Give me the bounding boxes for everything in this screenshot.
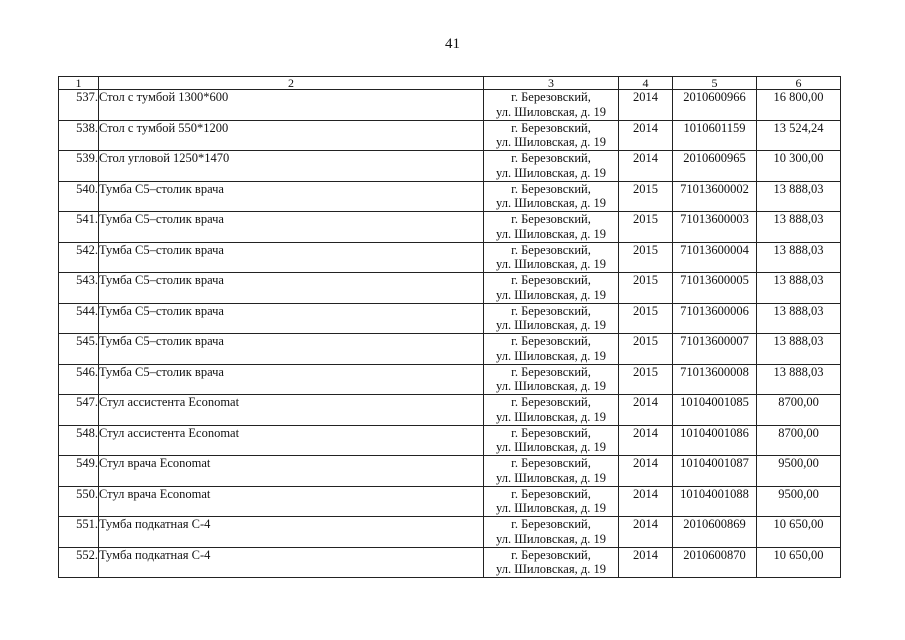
item-year: 2015 xyxy=(619,303,673,334)
address-city: г. Березовский, xyxy=(511,486,591,501)
item-cost: 16 800,00 xyxy=(757,90,841,121)
item-address xyxy=(484,456,619,487)
inventory-table xyxy=(58,76,841,578)
row-number: 549. xyxy=(59,456,99,487)
item-year: 2015 xyxy=(619,181,673,212)
address-city: г. Березовский, xyxy=(511,425,591,440)
table-header-row xyxy=(59,77,841,90)
item-cost: 13 888,03 xyxy=(757,181,841,212)
row-number: 552. xyxy=(59,547,99,578)
item-name: Стул врача Economat xyxy=(99,486,484,517)
address-city: г. Березовский, xyxy=(511,273,591,287)
item-year: 2015 xyxy=(619,364,673,395)
inventory-number: 71013600004 xyxy=(673,242,757,273)
item-address xyxy=(484,212,619,243)
inventory-number: 71013600007 xyxy=(673,334,757,365)
item-name: Стул ассистента Economat xyxy=(99,395,484,426)
row-number: 544. xyxy=(59,303,99,334)
address-city: г. Березовский, xyxy=(511,90,591,104)
address-street: ул. Шиловская, д. 19 xyxy=(496,531,606,546)
item-name: Тумба С5–столик врача xyxy=(99,334,484,365)
item-year: 2014 xyxy=(619,547,673,578)
table-row xyxy=(59,456,841,487)
item-cost: 9500,00 xyxy=(757,486,841,517)
address-city: г. Березовский, xyxy=(511,242,591,257)
item-year: 2014 xyxy=(619,517,673,548)
item-cost: 13 524,24 xyxy=(757,120,841,151)
address-city: г. Березовский, xyxy=(511,181,591,196)
item-address xyxy=(484,242,619,273)
address-street: ул. Шиловская, д. 19 xyxy=(496,318,606,332)
table-row xyxy=(59,181,841,212)
inventory-number: 10104001086 xyxy=(673,425,757,456)
item-name: Тумба С5–столик врача xyxy=(99,303,484,334)
address-street: ул. Шиловская, д. 19 xyxy=(496,287,606,302)
table-row xyxy=(59,547,841,578)
item-address xyxy=(484,364,619,395)
address-city: г. Березовский, xyxy=(511,334,591,348)
item-name: Стол угловой 1250*1470 xyxy=(99,151,484,182)
row-number: 551. xyxy=(59,517,99,548)
column-header: 4 xyxy=(619,77,673,90)
inventory-number: 2010600965 xyxy=(673,151,757,182)
item-address xyxy=(484,120,619,151)
item-name: Тумба С5–столик врача xyxy=(99,181,484,212)
item-address xyxy=(484,273,619,304)
item-cost: 10 650,00 xyxy=(757,547,841,578)
table-row xyxy=(59,151,841,182)
address-street: ул. Шиловская, д. 19 xyxy=(496,348,606,363)
row-number: 538. xyxy=(59,120,99,151)
table-row xyxy=(59,395,841,426)
address-street: ул. Шиловская, д. 19 xyxy=(496,470,606,485)
item-name: Тумба С5–столик врача xyxy=(99,364,484,395)
item-cost: 13 888,03 xyxy=(757,212,841,243)
item-address xyxy=(484,395,619,426)
row-number: 550. xyxy=(59,486,99,517)
item-name: Стул ассистента Economat xyxy=(99,425,484,456)
column-header: 1 xyxy=(59,77,99,90)
address-city: г. Березовский, xyxy=(511,395,591,409)
item-cost: 8700,00 xyxy=(757,395,841,426)
address-city: г. Березовский, xyxy=(511,456,591,470)
item-cost: 13 888,03 xyxy=(757,273,841,304)
row-number: 542. xyxy=(59,242,99,273)
address-street: ул. Шиловская, д. 19 xyxy=(496,501,606,515)
row-number: 548. xyxy=(59,425,99,456)
address-city: г. Березовский, xyxy=(511,120,591,135)
row-number: 540. xyxy=(59,181,99,212)
address-street: ул. Шиловская, д. 19 xyxy=(496,440,606,454)
inventory-number: 2010600966 xyxy=(673,90,757,121)
item-year: 2015 xyxy=(619,242,673,273)
item-name: Тумба С5–столик врача xyxy=(99,242,484,273)
inventory-number: 71013600006 xyxy=(673,303,757,334)
table-row xyxy=(59,273,841,304)
table-row xyxy=(59,90,841,121)
item-address xyxy=(484,303,619,334)
inventory-number: 71013600005 xyxy=(673,273,757,304)
item-cost: 10 300,00 xyxy=(757,151,841,182)
inventory-number: 10104001085 xyxy=(673,395,757,426)
table-row xyxy=(59,517,841,548)
row-number: 537. xyxy=(59,90,99,121)
item-name: Стол с тумбой 1300*600 xyxy=(99,90,484,121)
table-row xyxy=(59,486,841,517)
inventory-number: 2010600869 xyxy=(673,517,757,548)
column-header: 5 xyxy=(673,77,757,90)
item-address xyxy=(484,90,619,121)
item-address xyxy=(484,517,619,548)
table-row xyxy=(59,303,841,334)
table-row xyxy=(59,212,841,243)
address-street: ул. Шиловская, д. 19 xyxy=(496,226,606,241)
item-cost: 13 888,03 xyxy=(757,242,841,273)
address-street: ул. Шиловская, д. 19 xyxy=(496,562,606,576)
item-cost: 13 888,03 xyxy=(757,334,841,365)
inventory-number: 71013600002 xyxy=(673,181,757,212)
item-name: Тумба подкатная С-4 xyxy=(99,517,484,548)
row-number: 541. xyxy=(59,212,99,243)
inventory-number: 2010600870 xyxy=(673,547,757,578)
item-name: Тумба подкатная С-4 xyxy=(99,547,484,578)
column-header: 2 xyxy=(99,77,484,90)
table-row xyxy=(59,120,841,151)
row-number: 546. xyxy=(59,364,99,395)
table-row xyxy=(59,334,841,365)
address-city: г. Березовский, xyxy=(511,364,591,379)
table-body xyxy=(59,90,841,578)
item-name: Тумба С5–столик врача xyxy=(99,273,484,304)
item-year: 2014 xyxy=(619,425,673,456)
table-row xyxy=(59,242,841,273)
address-street: ул. Шиловская, д. 19 xyxy=(496,257,606,271)
table-row xyxy=(59,425,841,456)
address-city: г. Березовский, xyxy=(511,212,591,226)
item-cost: 9500,00 xyxy=(757,456,841,487)
row-number: 539. xyxy=(59,151,99,182)
item-name: Стул врача Economat xyxy=(99,456,484,487)
address-city: г. Березовский, xyxy=(511,151,591,165)
item-address xyxy=(484,486,619,517)
address-street: ул. Шиловская, д. 19 xyxy=(496,104,606,119)
column-header: 6 xyxy=(757,77,841,90)
address-city: г. Березовский, xyxy=(511,517,591,531)
item-name: Тумба С5–столик врача xyxy=(99,212,484,243)
item-year: 2015 xyxy=(619,273,673,304)
item-year: 2014 xyxy=(619,486,673,517)
item-address xyxy=(484,334,619,365)
item-year: 2014 xyxy=(619,395,673,426)
inventory-number: 10104001087 xyxy=(673,456,757,487)
row-number: 545. xyxy=(59,334,99,365)
item-year: 2014 xyxy=(619,90,673,121)
item-cost: 13 888,03 xyxy=(757,303,841,334)
address-city: г. Березовский, xyxy=(511,303,591,318)
item-year: 2015 xyxy=(619,212,673,243)
item-address xyxy=(484,547,619,578)
address-street: ул. Шиловская, д. 19 xyxy=(496,165,606,180)
item-address xyxy=(484,425,619,456)
row-number: 547. xyxy=(59,395,99,426)
item-cost: 10 650,00 xyxy=(757,517,841,548)
item-address xyxy=(484,181,619,212)
inventory-number: 1010601159 xyxy=(673,120,757,151)
address-street: ул. Шиловская, д. 19 xyxy=(496,135,606,149)
table-row xyxy=(59,364,841,395)
item-name: Стол с тумбой 550*1200 xyxy=(99,120,484,151)
inventory-number: 71013600003 xyxy=(673,212,757,243)
item-year: 2014 xyxy=(619,456,673,487)
item-year: 2015 xyxy=(619,334,673,365)
item-address xyxy=(484,151,619,182)
page-number: 41 xyxy=(445,36,460,52)
row-number: 543. xyxy=(59,273,99,304)
inventory-number: 71013600008 xyxy=(673,364,757,395)
inventory-number: 10104001088 xyxy=(673,486,757,517)
column-header: 3 xyxy=(484,77,619,90)
item-year: 2014 xyxy=(619,120,673,151)
address-street: ул. Шиловская, д. 19 xyxy=(496,196,606,210)
item-cost: 13 888,03 xyxy=(757,364,841,395)
address-street: ул. Шиловская, д. 19 xyxy=(496,379,606,393)
item-cost: 8700,00 xyxy=(757,425,841,456)
item-year: 2014 xyxy=(619,151,673,182)
address-street: ул. Шиловская, д. 19 xyxy=(496,409,606,424)
address-city: г. Березовский, xyxy=(511,547,591,562)
